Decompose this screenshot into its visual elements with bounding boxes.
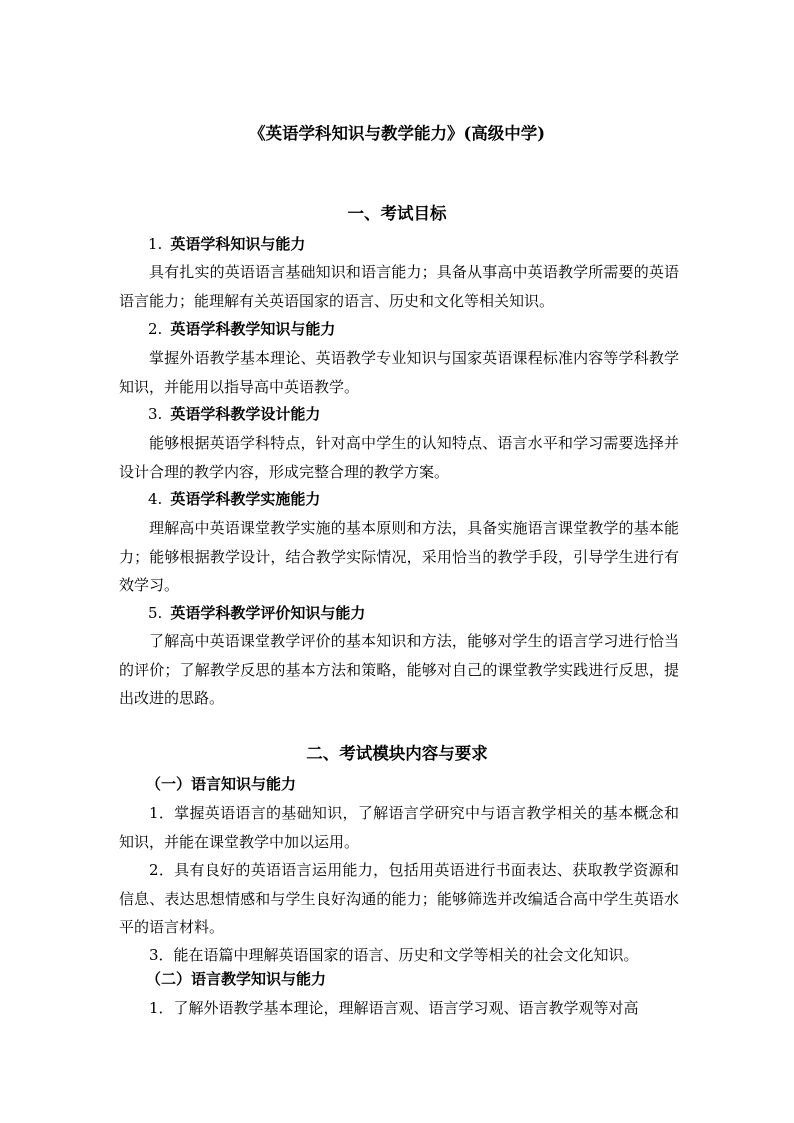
objective-title: 英语学科知识与能力 xyxy=(170,235,306,253)
objective-heading-4 xyxy=(148,488,320,510)
objective-heading-1 xyxy=(148,233,305,255)
language-knowledge-item-3: 3．能在语篇中理解英语国家的语言、历史和文学等相关的社会文化知识。 xyxy=(149,946,639,964)
objective-number: 2. xyxy=(148,320,163,338)
objective-number: 5. xyxy=(148,604,163,622)
objective-paragraph-3: 能够根据英语学科特点，针对高中学生的认知特点、语言水平和学习需要选择并设计合理的教学内容，形成完整合理的教学方案。 xyxy=(119,434,679,481)
objective-paragraph-4: 理解高中英语课堂教学实施的基本原则和方法，具备实施语言课堂教学的基本能力；能够根据教学设计，结合教学实际情况，采用恰当的教学手段，引导学生进行有效学习。 xyxy=(119,519,679,595)
subsection-heading-teaching-knowledge: （二）语言教学知识与能力 xyxy=(146,970,327,988)
subsection-heading-language-knowledge: （一）语言知识与能力 xyxy=(146,775,297,793)
language-knowledge-item-2: 2．具有良好的英语语言运用能力，包括用英语进行书面表达、获取教学资源和信息、表达思想情感和与学生良好沟通的能力；能够筛选并改编适合高中学生英语水平的语言材料。 xyxy=(119,861,679,937)
objective-title: 英语学科教学知识与能力 xyxy=(170,320,336,338)
objective-heading-5 xyxy=(148,602,365,624)
objective-heading-2 xyxy=(148,318,335,340)
objective-paragraph-2: 掌握外语教学基本理论、英语教学专业知识与国家英语课程标准内容等学科教学知识，并能用以指导高中英语教学。 xyxy=(119,349,679,396)
section-heading-exam-objectives: 一、考试目标 xyxy=(347,204,447,223)
objective-heading-3 xyxy=(148,403,320,425)
section-heading-module-content: 二、考试模块内容与要求 xyxy=(306,744,488,763)
objective-paragraph-1: 具有扎实的英语语言基础知识和语言能力；具备从事高中英语教学所需要的英语语言能力；能理解有关英语国家的语言、历史和文化等相关知识。 xyxy=(119,263,679,310)
objective-title: 英语学科教学评价知识与能力 xyxy=(170,604,366,622)
objective-title: 英语学科教学设计能力 xyxy=(170,405,321,423)
objective-number: 4. xyxy=(148,490,163,508)
objective-title: 英语学科教学实施能力 xyxy=(170,490,321,508)
objective-number: 3. xyxy=(148,405,163,423)
language-knowledge-item-1: 1．掌握英语语言的基础知识，了解语言学研究中与语言教学相关的基本概念和知识，并能在课堂教学中加以运用。 xyxy=(119,804,679,851)
teaching-knowledge-item-1: 1．了解外语教学基本理论，理解语言观、语言学习观、语言教学观等对高 xyxy=(149,999,639,1017)
document-title: 《英语学科知识与教学能力》(高级中学) xyxy=(248,124,546,143)
objective-number: 1. xyxy=(148,235,163,253)
objective-paragraph-5: 了解高中英语课堂教学评价的基本知识和方法，能够对学生的语言学习进行恰当的评价；了解教学反思的基本方法和策略，能够对自己的课堂教学实践进行反思，提出改进的思路。 xyxy=(119,632,679,708)
